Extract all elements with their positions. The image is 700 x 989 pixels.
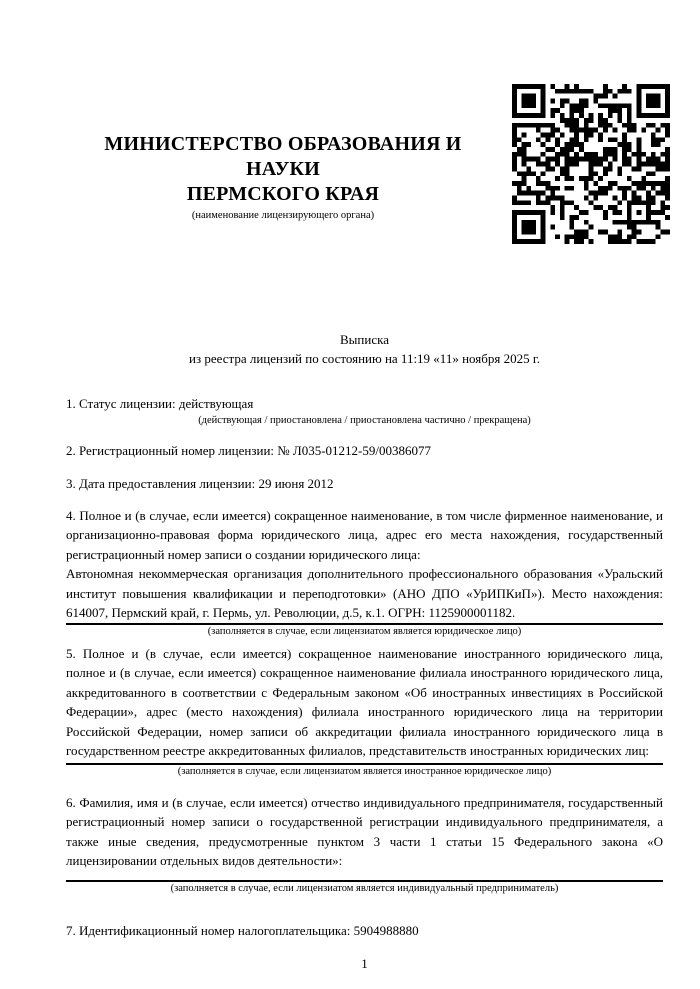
license-status-caption: (действующая / приостановлена / приостановлена частично / прекращена): [198, 414, 531, 426]
legal-entity-value: Автономная некоммерческая организация дополнительного профессионального образования «Уральский институт повышения квалификации и переподготовки» (АНО ДПО «УрИПКиП»). Место нахождения: 614007, Пермский край, г. Пермь, ул. Революции, д.5, к.1. ОГРН: 1125900001182.: [66, 566, 663, 620]
legal-entity-label: 4. Полное и (в случае, если имеется) сокращенное наименование, в том числе фирменное наименование, и организационно-правовая форма юридического лица, адрес его места нахождения, государственный регистрационный номер записи о создании юридического лица:: [66, 507, 663, 562]
item-individual-entrepreneur: [66, 793, 663, 895]
page-number: 1: [361, 956, 368, 971]
document-title: [66, 330, 663, 368]
item-license-status: [66, 394, 663, 427]
license-status-text: 1. Статус лицензии: действующая: [66, 396, 254, 411]
document-title-line2: из реестра лицензий по состоянию на 11:19 «11» ноября 2025 г.: [189, 351, 540, 366]
item-foreign-entity: [66, 644, 663, 778]
individual-label: 6. Фамилия, имя и (в случае, если имеется) отчество индивидуального предпринимателя, государственный регистрационный номер записи о государственной регистрации индивидуального предпринимателя, а также иные сведения, предусмотренные пунктом 3 части 1 статьи 15 Федерального закона «О лицензировании отдельных видов деятельности»:: [66, 794, 663, 868]
item-registration-number: 2. Регистрационный номер лицензии: № Л035-01212-59/00386077: [66, 442, 432, 458]
foreign-entity-label: 5. Полное и (в случае, если имеется) сокращенное наименование иностранного юридического лица, полное и (в случае, если имеется) сокращенное наименование филиала иностранного юридического лица, аккредитованного в соответствии с Федеральным законом «Об иностранных инвестициях в Российской Федерации», адрес (место нахождения) филиала иностранного юридического лица на территории Российской Федерации, номер записи об аккредитации филиала иностранного юридического лица в государственном реестре аккредитованных филиалов, представительств иностранных юридических лиц:: [66, 645, 663, 758]
individual-caption: (заполняется в случае, если лицензиатом является индивидуальный предприниматель): [170, 882, 559, 894]
item-grant-date: 3. Дата предоставления лицензии: 29 июня 2012: [66, 476, 334, 491]
qr-code: [512, 84, 670, 244]
ministry-caption: (наименование лицензирующего органа): [191, 210, 375, 221]
licensing-authority-block: [66, 132, 500, 222]
ministry-name-line1: МИНИСТЕРСТВО ОБРАЗОВАНИЯ И НАУКИ: [104, 133, 462, 180]
foreign-entity-caption: (заполняется в случае, если лицензиатом является иностранное юридическое лицо): [177, 765, 552, 777]
item-legal-entity: [66, 506, 663, 638]
ministry-name: [66, 132, 500, 207]
document-title-line1: Выписка: [340, 332, 389, 347]
legal-entity-caption: (заполняется в случае, если лицензиатом является юридическое лицо): [207, 625, 522, 637]
item-taxpayer-number: 7. Идентификационный номер налогоплательщика: 5904988880: [66, 922, 419, 938]
ministry-name-line2: ПЕРМСКОГО КРАЯ: [186, 183, 380, 205]
